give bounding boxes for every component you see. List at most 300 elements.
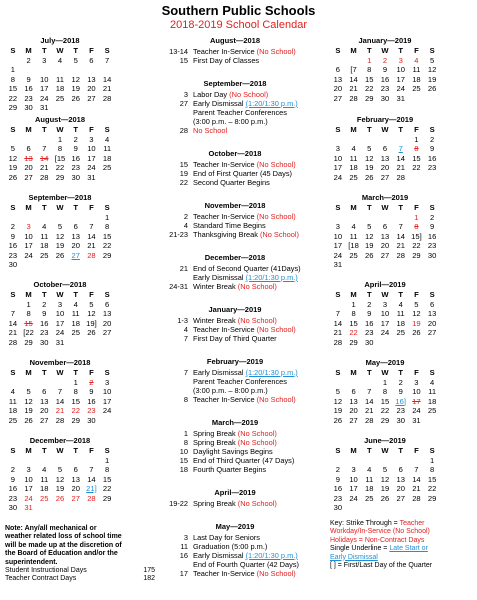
day-cell: 2 — [73, 134, 78, 144]
day-cell: 5 — [335, 387, 340, 396]
event-text-part: (1:20/1:30 p.m.) — [245, 273, 298, 282]
day-cell: 21 — [412, 484, 421, 493]
week-row — [5, 484, 115, 494]
day-cell: 26 — [71, 93, 80, 103]
week-row — [5, 378, 115, 388]
day-cell — [5, 135, 21, 145]
weekday-label: T — [73, 368, 79, 377]
day-cell: 5 — [10, 144, 15, 153]
day-cell — [21, 456, 37, 466]
day-cell: 30 — [380, 93, 390, 103]
event-text — [193, 465, 323, 474]
day-cell: 17 — [55, 318, 65, 328]
event-text — [193, 90, 323, 99]
day-cell: 1 — [10, 65, 15, 74]
day-cell: 7 — [398, 144, 403, 153]
day-cell — [377, 260, 393, 270]
week-row — [330, 135, 440, 145]
week-row — [330, 75, 440, 85]
day-cell — [5, 56, 21, 66]
day-cell: 15 — [365, 74, 374, 84]
day-cell — [68, 103, 84, 113]
day-cell: 3 — [42, 55, 47, 65]
event-month-heading: May—2019 — [215, 522, 255, 531]
event-text — [193, 438, 323, 447]
weekday-label: S — [10, 290, 16, 299]
day-cell: 21 — [87, 241, 96, 250]
day-cell: 15 — [412, 153, 421, 163]
day-cell — [424, 338, 440, 348]
week-row — [5, 338, 115, 348]
event-date: 8 — [183, 395, 188, 404]
day-cell: 24 — [333, 172, 343, 182]
day-cell: 14 — [412, 474, 421, 484]
event-date: 22 — [179, 178, 188, 187]
day-cell: 19 — [365, 163, 374, 172]
day-cell: 25 — [365, 493, 374, 503]
event-text — [193, 178, 323, 187]
day-cell: 27 — [396, 493, 405, 503]
event-text-part: (No School) — [256, 160, 296, 169]
day-cell: 15 — [8, 84, 18, 93]
day-cell: 22 — [102, 241, 112, 250]
day-cell — [84, 213, 100, 223]
key-line — [330, 520, 475, 528]
day-cell — [84, 456, 100, 466]
day-cell: 20 — [71, 484, 80, 493]
day-cell: 24 — [333, 250, 343, 260]
day-cell: 1 — [382, 377, 388, 387]
event-text-part: End of Third Quarter (47 Days) — [193, 456, 295, 465]
note-stat — [5, 575, 155, 583]
week-row — [330, 494, 440, 504]
event-month-heading: August—2018 — [209, 36, 260, 45]
event-text-part: Teacher In-Service — [193, 47, 257, 56]
day-cell: 4 — [398, 299, 403, 309]
week-row — [330, 406, 440, 416]
day-cell — [409, 94, 425, 104]
week-row — [5, 251, 115, 261]
week-row — [330, 319, 440, 329]
day-cell: 18 — [396, 318, 405, 328]
day-cell: 13 — [87, 74, 96, 84]
event-date: 27 — [179, 99, 188, 108]
event-date: 4 — [183, 221, 188, 230]
day-cell: 17 — [349, 484, 358, 493]
day-cell: 12 — [333, 396, 343, 406]
weekday-label: M — [25, 368, 32, 377]
day-cell: 19 — [71, 84, 80, 93]
month-title: January—2019 — [358, 36, 412, 45]
day-cell — [424, 416, 440, 426]
week-row — [5, 135, 115, 145]
day-cell — [99, 338, 115, 348]
day-cell — [5, 456, 21, 466]
day-cell: 10 — [102, 387, 112, 396]
day-cell: 14 — [87, 231, 96, 241]
month-title: November—2018 — [29, 358, 91, 367]
day-cell: 6 — [42, 387, 47, 396]
day-cell: 8 — [10, 74, 15, 84]
day-cell: 30 — [24, 103, 33, 112]
day-cell — [68, 213, 84, 223]
day-cell — [52, 103, 68, 113]
week-row — [5, 465, 115, 475]
month-calendar-jul18 — [5, 36, 115, 113]
weekday-label: W — [381, 203, 389, 212]
event-date: 8 — [183, 438, 188, 447]
day-cell: 24 — [396, 84, 405, 93]
key-text-part: Key: Strike Through = — [330, 520, 400, 527]
event-text-part: Spring Break — [193, 499, 238, 508]
weekday-label: T — [41, 446, 47, 455]
day-cell — [99, 103, 115, 113]
event-text-part: (No School) — [237, 429, 277, 438]
weekday-label: W — [381, 290, 389, 299]
day-cell — [409, 503, 425, 513]
day-cell — [99, 503, 115, 513]
day-cell: 21 — [396, 163, 405, 172]
day-cell: 31 — [40, 103, 49, 112]
day-cell: 11 — [412, 65, 421, 74]
week-row — [5, 406, 115, 416]
event-text-part: Winter Break — [193, 316, 238, 325]
day-cell: 12 — [24, 396, 33, 406]
day-cell — [21, 260, 37, 270]
day-cell: 11 — [349, 231, 358, 241]
day-cell: 19 — [55, 241, 65, 250]
week-row — [330, 251, 440, 261]
day-cell — [393, 503, 409, 513]
weekday-label: S — [10, 46, 16, 55]
day-cell: 4 — [351, 222, 356, 231]
weekday-label: S — [104, 446, 110, 455]
event-text — [193, 169, 323, 178]
month-calendar-mar19 — [330, 193, 440, 270]
weekday-header — [5, 368, 115, 378]
day-cell: 8 — [382, 387, 388, 396]
weekday-label: T — [41, 290, 47, 299]
event-text-part: End of Fourth Quarter (42 Days) — [193, 560, 299, 569]
day-cell — [424, 173, 440, 183]
event-text-part: Fourth Quarter Begins — [193, 465, 267, 474]
day-cell — [36, 213, 52, 223]
day-cell: 21 — [333, 328, 343, 337]
day-cell: 26 — [380, 493, 390, 503]
day-cell: 28 — [102, 93, 112, 103]
day-cell: 21 — [396, 241, 405, 250]
day-cell: 29 — [71, 415, 80, 425]
day-cell: 30 — [396, 415, 405, 425]
event-text-part: (No School) — [237, 438, 277, 447]
weekday-header — [330, 290, 440, 300]
weekday-label: T — [73, 290, 79, 299]
day-cell — [409, 338, 425, 348]
day-cell: 29 — [24, 337, 33, 347]
event-text-part: First Day of Third Quarter — [193, 334, 277, 343]
day-cell: 17 — [40, 84, 49, 93]
day-cell: 10 — [24, 474, 33, 484]
day-cell: 2 — [10, 465, 15, 474]
weekday-label: M — [350, 290, 357, 299]
event-text-part: (1:20/1:30 p.m.) — [245, 99, 298, 108]
event-text — [193, 533, 323, 542]
weekday-label: S — [104, 290, 110, 299]
day-cell: 10 — [412, 387, 421, 396]
day-cell: 15 — [102, 474, 112, 484]
event-text-part: (No School) — [237, 499, 277, 508]
event-date: 2 — [183, 212, 188, 221]
day-cell: 14 — [8, 318, 18, 328]
day-cell: 30 — [71, 172, 80, 182]
week-row — [5, 319, 115, 329]
day-cell: [22 — [23, 328, 34, 337]
day-cell — [52, 456, 68, 466]
day-cell: 29 — [8, 103, 18, 112]
day-cell — [330, 456, 346, 466]
week-row — [5, 232, 115, 242]
day-cell: 8 — [367, 65, 372, 74]
weekday-label: S — [335, 368, 341, 377]
day-cell: 6 — [73, 465, 78, 474]
event-text — [193, 560, 323, 569]
event-text — [193, 160, 323, 169]
weekday-label: W — [381, 446, 389, 455]
day-cell: 11 — [396, 309, 405, 318]
day-cell — [361, 456, 377, 466]
week-row — [5, 222, 115, 232]
day-cell: 16 — [8, 241, 18, 250]
day-cell: 5 — [57, 222, 63, 231]
day-cell: 9 — [398, 387, 403, 396]
day-cell: 18 — [71, 318, 80, 328]
day-cell: 20 — [380, 163, 390, 172]
day-cell: 9 — [42, 309, 47, 318]
week-row — [5, 387, 115, 397]
day-cell: 3 — [26, 465, 31, 474]
event-text — [193, 230, 323, 239]
day-cell: 25 — [40, 493, 49, 503]
day-cell — [409, 173, 425, 183]
event-date: 28 — [179, 126, 188, 135]
day-cell: 17 — [24, 241, 33, 250]
day-cell — [424, 260, 440, 270]
week-row — [5, 494, 115, 504]
event-date: 19-22 — [169, 499, 188, 508]
event-text — [193, 99, 323, 108]
day-cell: 5 — [414, 299, 419, 309]
day-cell: 5 — [367, 144, 372, 153]
weekday-label: M — [350, 125, 357, 134]
day-cell: 30 — [8, 503, 18, 512]
event-date: 1 — [183, 429, 188, 438]
day-cell: 1 — [73, 377, 78, 387]
day-cell: 14 — [40, 153, 49, 163]
day-cell — [5, 213, 21, 223]
day-cell: 3 — [57, 299, 63, 309]
event-text — [193, 282, 323, 291]
day-cell: 17 — [87, 153, 96, 163]
day-cell: 4 — [367, 465, 372, 474]
day-cell — [68, 503, 84, 513]
day-cell: 26 — [427, 84, 437, 93]
event-date: 7 — [183, 368, 188, 377]
day-cell: 9 — [382, 65, 388, 74]
event-date: 18 — [179, 465, 188, 474]
event-text — [193, 126, 323, 135]
event-text-part: (No School) — [256, 212, 296, 221]
weekday-label: S — [10, 368, 16, 377]
weekday-label: F — [89, 46, 94, 55]
event-text-part: (3:00 p.m. – 8:00 p.m.) — [193, 117, 268, 126]
day-cell: 26 — [55, 250, 65, 260]
day-cell: 13 — [102, 309, 112, 318]
week-row — [330, 144, 440, 154]
day-cell: 17 — [102, 396, 112, 406]
day-cell: 7 — [105, 55, 110, 65]
weekday-label: S — [429, 446, 435, 455]
day-cell: 12 — [55, 231, 65, 241]
day-cell — [377, 503, 393, 513]
event-text — [193, 221, 323, 230]
day-cell: 25 — [349, 172, 358, 182]
day-cell: 8 — [105, 222, 110, 231]
week-row — [5, 103, 115, 113]
note-line: will be made up at the discretion of — [5, 541, 122, 549]
month-title: August—2018 — [34, 115, 85, 124]
event-text-part: (No School) — [256, 395, 296, 404]
weekday-label: W — [56, 290, 64, 299]
day-cell: 25 — [396, 328, 405, 337]
note-stat-value: 182 — [143, 575, 155, 583]
weekday-label: W — [381, 125, 389, 134]
day-cell: 22 — [380, 406, 390, 415]
month-calendar-apr19 — [330, 280, 440, 347]
day-cell: 8 — [351, 309, 356, 318]
note-stat-label: Teacher Contract Days — [5, 575, 77, 583]
day-cell: 20 — [87, 84, 96, 93]
day-cell: 12 — [365, 153, 374, 163]
day-cell — [52, 378, 68, 388]
month-calendar-feb19 — [330, 115, 440, 182]
note-line: Note: Any/all mechanical or — [5, 525, 97, 532]
weekday-label: M — [25, 203, 32, 212]
event-text-part: Early Dismissal — [193, 551, 246, 560]
day-cell — [21, 65, 37, 75]
weekday-label: S — [429, 46, 435, 55]
day-cell: 20 — [427, 318, 437, 328]
day-cell: 24 — [55, 328, 65, 337]
event-text-part: (No School) — [237, 282, 277, 291]
day-cell — [84, 503, 100, 513]
day-cell — [377, 338, 393, 348]
weekday-header — [5, 46, 115, 56]
day-cell — [346, 56, 362, 66]
day-cell: 24 — [349, 493, 358, 503]
key-text-part: Late Start or — [389, 545, 428, 553]
day-cell: 2 — [430, 134, 435, 144]
day-cell: 28 — [40, 172, 49, 182]
day-cell: 10 — [87, 144, 96, 153]
day-cell: 23 — [87, 406, 96, 415]
event-date: 10 — [179, 447, 188, 456]
day-cell: 7 — [398, 222, 403, 231]
day-cell — [99, 65, 115, 75]
day-cell: 23 — [380, 84, 390, 93]
day-cell: 25 — [349, 250, 358, 260]
day-cell: 20 — [71, 241, 80, 250]
day-cell: 17 — [396, 74, 405, 84]
weekday-label: F — [414, 46, 419, 55]
weekday-label: S — [104, 368, 110, 377]
weekday-header — [5, 446, 115, 456]
weekday-label: W — [381, 368, 389, 377]
weekday-label: T — [41, 125, 47, 134]
day-cell: 17 — [380, 318, 390, 328]
week-row — [5, 173, 115, 183]
day-cell: 3 — [335, 144, 340, 153]
day-cell: 28 — [87, 493, 96, 503]
event-text — [193, 456, 323, 465]
day-cell: 12 — [87, 309, 96, 318]
day-cell: 6 — [430, 299, 435, 309]
week-row — [5, 144, 115, 154]
day-cell: 2 — [367, 299, 372, 309]
day-cell: 1 — [105, 455, 110, 465]
day-cell: 27 — [380, 172, 390, 182]
day-cell: 7 — [367, 387, 372, 396]
event-text-part: (No School) — [256, 47, 296, 56]
day-cell: 15] — [411, 231, 422, 241]
week-row — [330, 328, 440, 338]
day-cell: 7 — [335, 309, 340, 318]
day-cell: 25 — [8, 415, 18, 425]
day-cell — [84, 338, 100, 348]
day-cell: 27 — [333, 93, 343, 103]
weekday-label: S — [335, 446, 341, 455]
week-row — [5, 397, 115, 407]
day-cell: 8 — [26, 309, 31, 318]
day-cell: 3 — [89, 134, 94, 144]
day-cell: 8 — [430, 465, 435, 474]
key-text-part: Holidays = Non-Contract Days — [330, 536, 425, 544]
day-cell: 21 — [349, 84, 358, 93]
day-cell: 5 — [89, 299, 94, 309]
event-text-part: Teacher In-Service — [193, 569, 257, 578]
day-cell: 11 — [103, 144, 112, 153]
weekday-label: F — [414, 125, 419, 134]
day-cell: 12 — [365, 231, 374, 241]
day-cell: 16 — [8, 484, 18, 493]
event-date: 4 — [183, 325, 188, 334]
day-cell: 20 — [396, 484, 405, 493]
event-text-part: Parent Teacher Conferences — [193, 108, 287, 117]
day-cell: 11 — [365, 474, 374, 484]
event-text — [193, 395, 323, 404]
weekday-label: T — [398, 125, 404, 134]
day-cell — [68, 338, 84, 348]
week-row — [5, 213, 115, 223]
event-month-heading: December—2018 — [204, 253, 266, 262]
weekday-label: T — [41, 203, 47, 212]
week-row — [5, 503, 115, 513]
page-subtitle: 2018-2019 School Calendar — [170, 19, 307, 31]
day-cell: 20 — [102, 318, 112, 328]
event-text-part: Graduation (5:00 p.m.) — [193, 542, 268, 551]
page-title: Southern Public Schools — [161, 3, 316, 18]
month-calendar-oct18 — [5, 280, 115, 347]
day-cell: 4 — [430, 377, 435, 387]
